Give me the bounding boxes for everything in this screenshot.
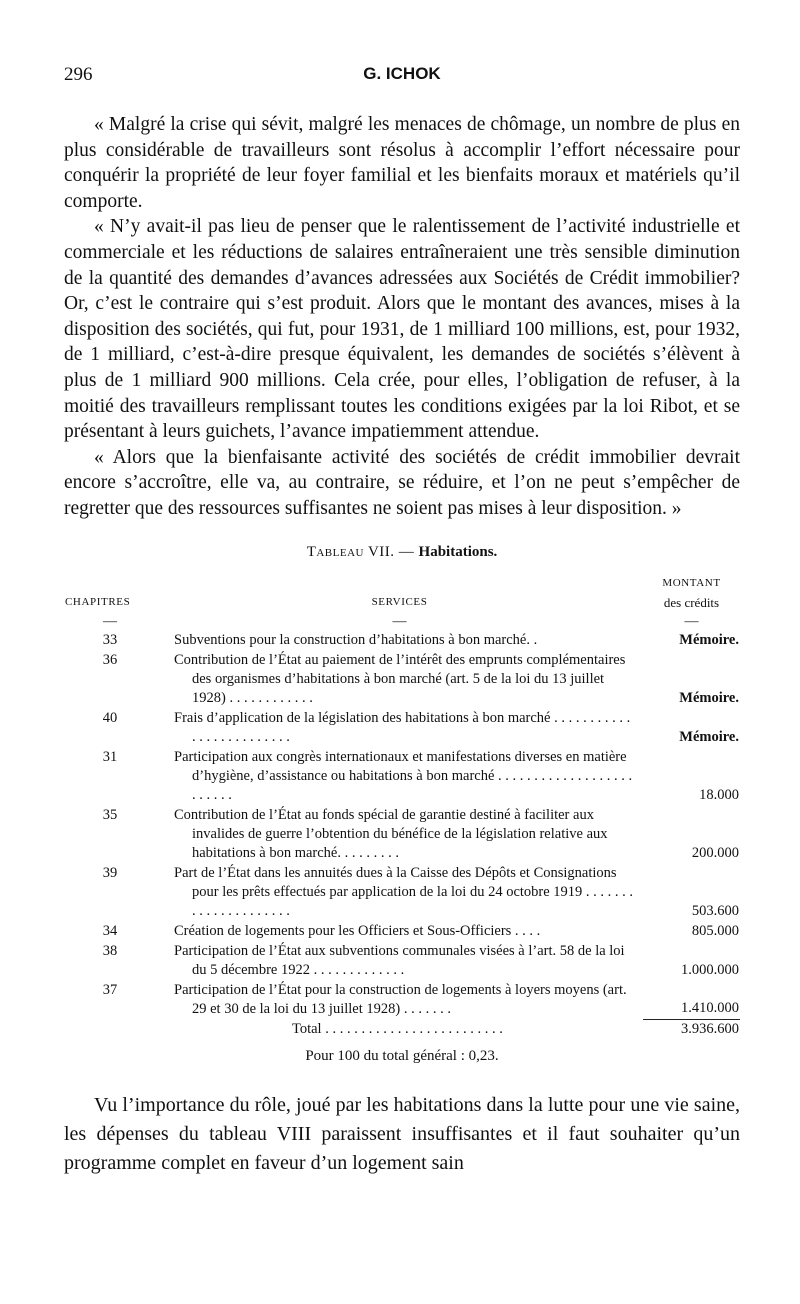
service-cell bbox=[156, 864, 643, 922]
col-header-services: SERVICES bbox=[371, 595, 428, 608]
closing-paragraph: Vu l’importance du rôle, joué par les habitations dans la lutte pour une vie saine, les dépenses du tableau VIII paraissent insuffisantes et il faut souhaiter qu’un programme complet en faveur d’un logement sain bbox=[64, 1094, 740, 1174]
col-header-montant-line2: des crédits bbox=[663, 594, 720, 610]
table-row bbox=[64, 748, 740, 806]
montant-cell: 200.000 bbox=[691, 844, 739, 861]
montant-cell: 503.600 bbox=[691, 902, 739, 919]
total-value: 3.936.600 bbox=[643, 1020, 740, 1041]
running-head bbox=[64, 64, 740, 90]
service-text: Participation aux congrès internationaux et manifestations diverses en matière d’hygiène, d’assistance ou habitations à bon marché . . . . . . . . . . . . . . . . . . . . . . . . . bbox=[174, 748, 633, 803]
chapitre-cell: 34 bbox=[102, 922, 118, 939]
table-caption-title: Habitations. bbox=[418, 543, 498, 560]
service-cell bbox=[156, 631, 643, 651]
total-label-cell bbox=[156, 1020, 643, 1041]
table-row bbox=[64, 631, 740, 651]
dash-chapitres: — bbox=[103, 613, 117, 629]
montant-cell: 18.000 bbox=[699, 786, 739, 803]
montant-cell: Mémoire. bbox=[679, 689, 739, 706]
paragraph-1: « Malgré la crise qui sévit, malgré les menaces de chômage, un nombre de plus en plus considérable de travailleurs sont résolus à accomplir l’effort nécessaire pour conquérir la propriété de leur foyer familial et les bienfaits moraux et matériels qu’il comporte. bbox=[64, 114, 740, 212]
table-caption-prefix: Tableau VII. — bbox=[306, 543, 419, 560]
service-text: Contribution de l’État au paiement de l’intérêt des emprunts complémentaires des organismes d’habitations à bon marché (art. 5 de la loi du 13 juillet 1928) . . . . . . . . . . . . bbox=[174, 651, 626, 706]
table-row bbox=[64, 709, 740, 748]
service-cell bbox=[156, 922, 643, 942]
chapitre-cell: 37 bbox=[102, 981, 118, 998]
paragraph-3: « Alors que la bienfaisante activité des sociétés de crédit immobilier devrait encore s’accroître, elle va, au contraire, se réduire, et l’on ne peut s’empêcher de regretter que des ressources suffisantes ne soient pas mises à leur disposition. » bbox=[64, 446, 740, 519]
total-empty-cell bbox=[64, 1020, 156, 1041]
dash-services: — bbox=[392, 613, 407, 629]
table-row bbox=[64, 942, 740, 981]
service-cell bbox=[156, 981, 643, 1020]
table-row bbox=[64, 651, 740, 709]
total-row bbox=[64, 1020, 740, 1041]
service-text: Frais d’application de la législation des habitations à bon marché . . . . . . . . . . . . . . . . . . . . . . . . . bbox=[174, 709, 631, 745]
chapitre-cell: 38 bbox=[102, 942, 118, 959]
table-caption bbox=[64, 544, 740, 561]
service-cell bbox=[156, 748, 643, 806]
table-row bbox=[64, 981, 740, 1020]
page bbox=[64, 64, 740, 1178]
total-label: Total . . . . . . . . . . . . . . . . . . . . . . . . . bbox=[292, 1020, 503, 1037]
table-dash-row bbox=[64, 614, 740, 631]
chapitre-cell: 40 bbox=[102, 709, 118, 726]
service-text: Subventions pour la construction d’habitations à bon marché. . bbox=[174, 631, 538, 648]
service-cell bbox=[156, 942, 643, 981]
service-text: Contribution de l’État au fonds spécial de garantie destiné à faciliter aux invalides de guerre l’obtention du bénéfice de la législation relative aux habitations à bon marché. . . . . . . . . bbox=[174, 806, 608, 861]
col-header-chapitres: CHAPITRES bbox=[65, 595, 131, 608]
budget-table bbox=[64, 573, 740, 1041]
paragraph-2: « N’y avait-il pas lieu de penser que le ralentissement de l’activité industrielle et commerciale et les réductions de salaires entraîneraient une très sensible diminution de la quantité des demandes d’avances adressées aux Sociétés de Crédit immobilier? Or, c’est le contraire qui s’est produit. Alors que le montant des avances, mises à la disposition des sociétés, qui fut, pour 1931, de 1 milliard 100 millions, est, pour 1932, de 1 milliard, c’est-à-dire presque équivalent, les demandes de sociétés s’élèvent à plus de 1 milliard 900 millions. Cela crée, pour elles, l’obligation de refuser, à la moitié des travailleurs remplissant toutes les conditions exigées par la loi Ribot, et se présentant à leurs guichets, l’avance impatiemment attendue. bbox=[64, 216, 740, 443]
service-text: Part de l’État dans les annuités dues à la Caisse des Dépôts et Consignations pour les prêts effectués par application de la loi du 24 octobre 1919 . . . . . . . . . . . . . . . . . . . . . bbox=[174, 864, 634, 919]
chapitre-cell: 33 bbox=[102, 631, 118, 648]
montant-cell: 1.000.000 bbox=[681, 961, 739, 978]
table-header-row bbox=[64, 573, 740, 614]
table-note: Pour 100 du total général : 0,23. bbox=[305, 1048, 499, 1064]
chapitre-cell: 36 bbox=[102, 651, 118, 668]
service-cell bbox=[156, 709, 643, 748]
service-cell bbox=[156, 651, 643, 709]
dash-montant: — bbox=[684, 613, 699, 629]
chapitre-cell: 31 bbox=[102, 748, 118, 765]
table-row bbox=[64, 864, 740, 922]
montant-cell: Mémoire. bbox=[679, 728, 739, 745]
table-row bbox=[64, 806, 740, 864]
montant-cell: 1.410.000 bbox=[643, 981, 740, 1020]
service-cell bbox=[156, 806, 643, 864]
service-text: Création de logements pour les Officiers et Sous-Officiers . . . . bbox=[174, 922, 541, 939]
page-number: 296 bbox=[64, 64, 93, 85]
montant-cell: 805.000 bbox=[691, 922, 739, 939]
col-header-montant-line1: MONTANT bbox=[662, 576, 721, 589]
service-text: Participation de l’État pour la construction de logements à loyers moyens (art. 29 et 30 de la loi du 13 juillet 1928) . . . . . . . bbox=[174, 981, 627, 1017]
service-text: Participation de l’État aux subventions communales visées à l’art. 58 de la loi du 5 décembre 1922 . . . . . . . . . . . . . bbox=[174, 942, 625, 978]
chapitre-cell: 39 bbox=[102, 864, 118, 881]
chapitre-cell: 35 bbox=[102, 806, 118, 823]
running-title-author: G. ICHOK bbox=[363, 64, 441, 83]
montant-cell: Mémoire. bbox=[679, 631, 739, 648]
table-row bbox=[64, 922, 740, 942]
col-header-montant bbox=[643, 573, 740, 614]
